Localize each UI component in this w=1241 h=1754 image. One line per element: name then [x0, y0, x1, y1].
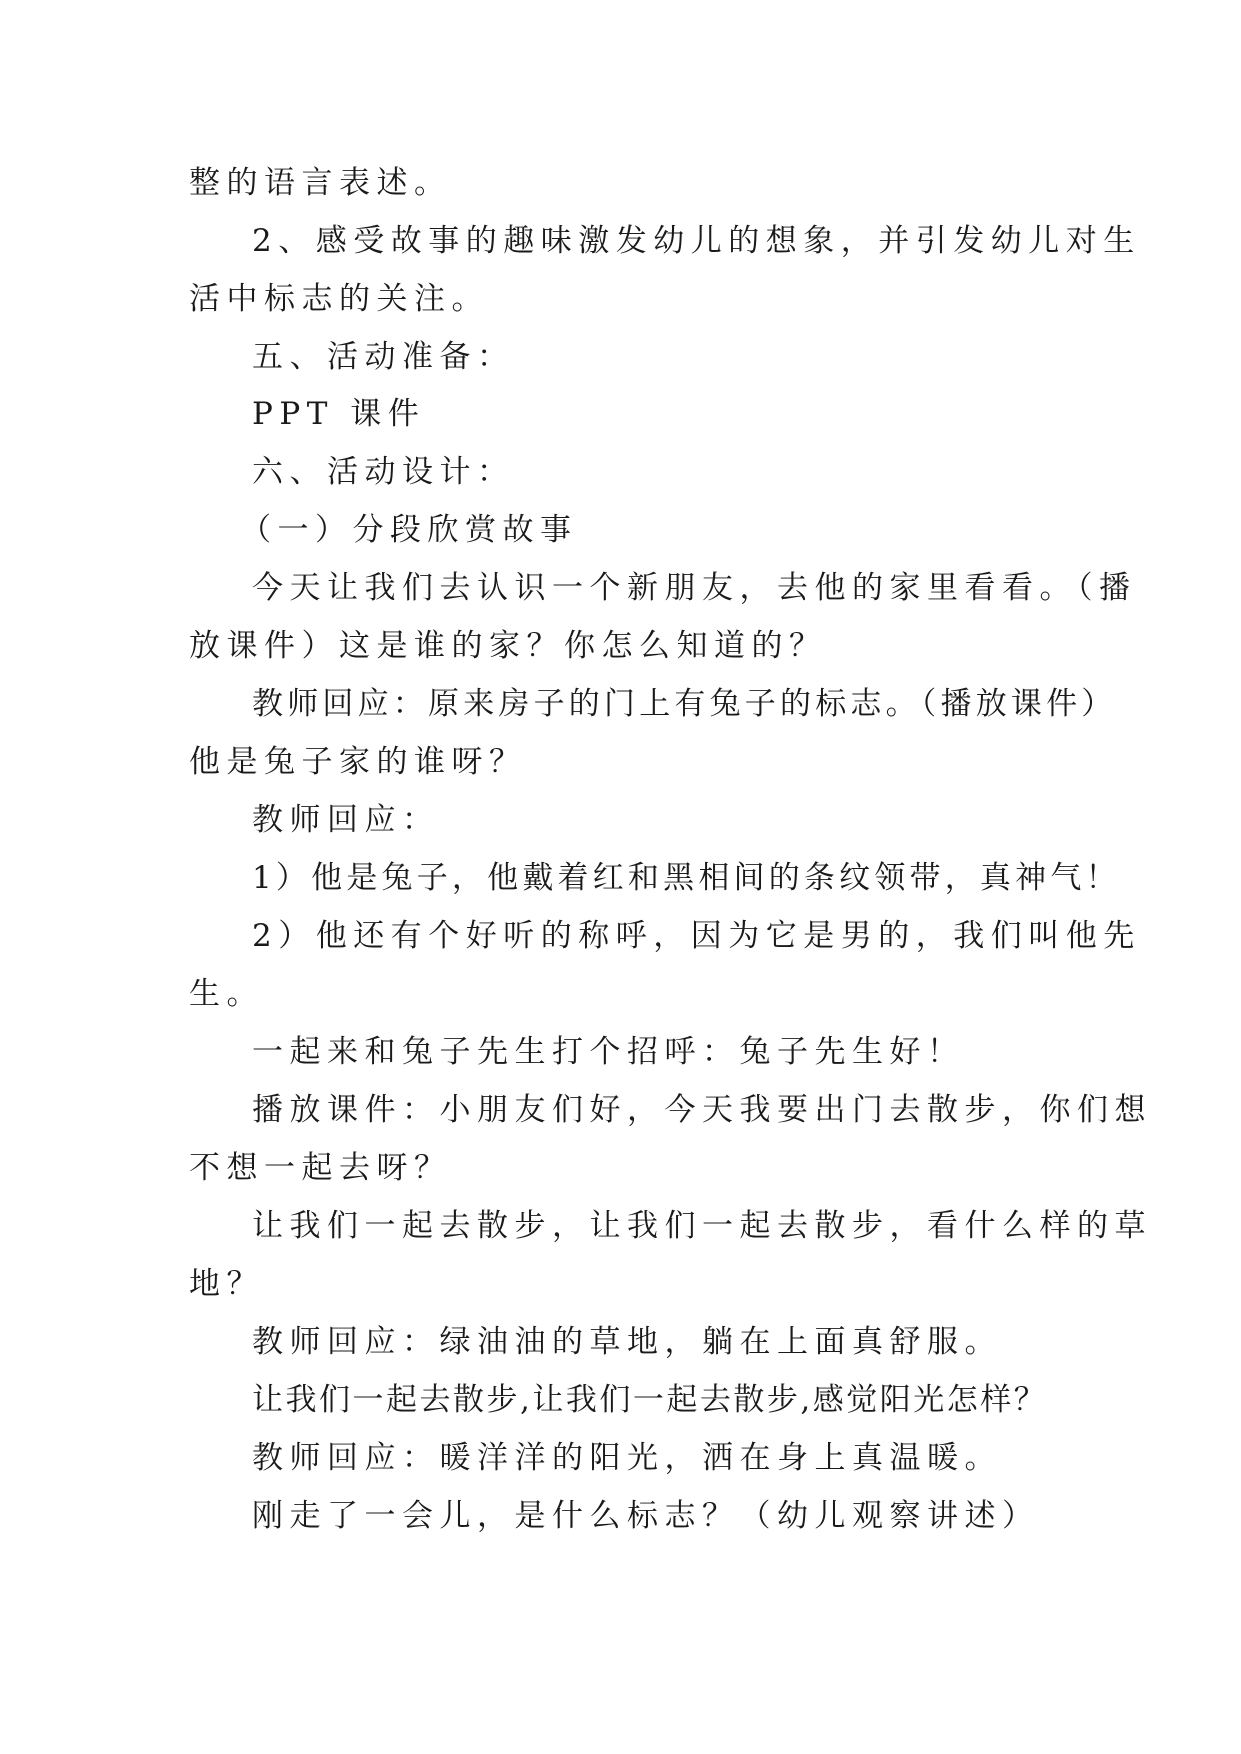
text-line: 教师回应：暖洋洋的阳光，洒在身上真温暖。 — [252, 1440, 1002, 1476]
text-line: 2、感受故事的趣味激发幼儿的想象，并引发幼儿对生 — [252, 223, 1141, 259]
text-line: 地？ — [189, 1266, 264, 1302]
text-line: 一起来和兔子先生打个招呼：兔子先生好！ — [252, 1034, 965, 1070]
text-line: 放课件）这是谁的家？你怎么知道的？ — [189, 628, 827, 664]
text-line: 不想一起去呀？ — [189, 1150, 452, 1186]
text-line: PPT 课件 — [252, 396, 426, 432]
text-line: 1）他是兔子，他戴着红和黑相间的条纹领带，真神气！ — [252, 860, 1121, 896]
text-line: 今天让我们去认识一个新朋友，去他的家里看看。（播 — [252, 570, 1137, 606]
text-line: 活中标志的关注。 — [189, 281, 489, 317]
text-line: 2）他还有个好听的称呼，因为它是男的，我们叫他先 — [252, 918, 1141, 954]
text-line: 教师回应： — [252, 802, 440, 838]
text-line: 教师回应：绿油油的草地，躺在上面真舒服。 — [252, 1324, 1002, 1360]
text-line: 生。 — [189, 976, 264, 1012]
text-line: 让我们一起去散步，让我们一起去散步，看什么样的草 — [252, 1208, 1152, 1244]
text-line: 整的语言表述。 — [189, 165, 452, 201]
text-line: 教师回应：原来房子的门上有兔子的标志。（播放课件） — [252, 686, 1117, 722]
text-line: 刚走了一会儿，是什么标志？（幼儿观察讲述） — [252, 1498, 1040, 1534]
subsection-heading: （一）分段欣赏故事 — [240, 512, 578, 548]
text-line: 播放课件：小朋友们好，今天我要出门去散步，你们想 — [252, 1092, 1152, 1128]
section-heading: 六、活动设计： — [252, 454, 515, 490]
section-heading: 五、活动准备： — [252, 339, 515, 375]
text-line: 他是兔子家的谁呀？ — [189, 744, 527, 780]
text-line: 让我们一起去散步,让我们一起去散步,感觉阳光怎样？ — [252, 1382, 1048, 1418]
